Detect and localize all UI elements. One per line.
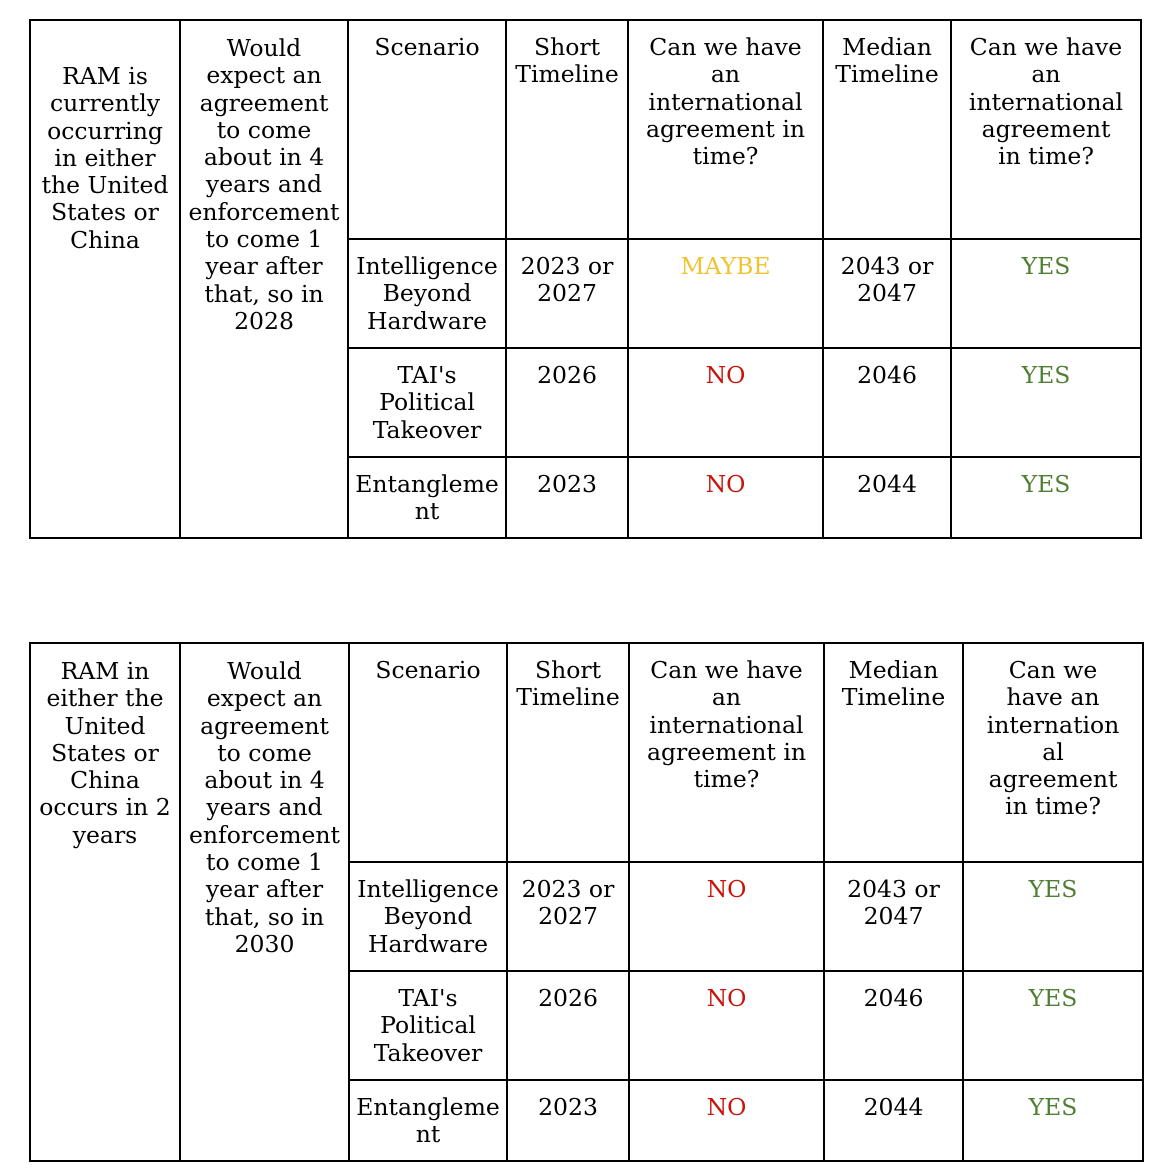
short-answer: NO <box>629 862 824 971</box>
header-short-question: Can we have an international agreement in time? <box>628 20 823 239</box>
condition-cell <box>30 643 180 1161</box>
scenario-name: TAI's Political Takeover <box>349 971 507 1080</box>
short-answer: NO <box>628 348 823 457</box>
header-scenario: Scenario <box>348 20 506 239</box>
header-short-timeline: Short Timeline <box>507 643 629 862</box>
short-timeline-value: 2023 <box>507 1080 629 1161</box>
scenario-name: TAI's Political Takeover <box>348 348 506 457</box>
median-answer: YES <box>963 1080 1143 1161</box>
median-timeline-value: 2043 or 2047 <box>823 239 951 348</box>
scenario-name: Intelligence Beyond Hardware <box>348 239 506 348</box>
median-answer: YES <box>951 348 1141 457</box>
scenario-table-two-years <box>29 642 1144 1162</box>
scenario-name: Entanglement <box>349 1080 507 1161</box>
median-answer: YES <box>951 239 1141 348</box>
scenario-table-current <box>29 19 1142 539</box>
short-answer: NO <box>628 457 823 538</box>
condition-text: RAM is currently occurring in either the United States or China <box>41 62 169 254</box>
header-scenario: Scenario <box>349 643 507 862</box>
header-short-question: Can we have an international agreement in time? <box>629 643 824 862</box>
median-timeline-value: 2044 <box>824 1080 963 1161</box>
short-timeline-value: 2023 <box>506 457 628 538</box>
header-median-timeline: Median Timeline <box>824 643 963 862</box>
short-timeline-value: 2026 <box>507 971 629 1080</box>
median-answer: YES <box>963 862 1143 971</box>
median-answer: YES <box>951 457 1141 538</box>
condition-cell <box>30 20 180 538</box>
short-answer: NO <box>629 971 824 1080</box>
header-median-timeline: Median Timeline <box>823 20 951 239</box>
expectation-cell <box>180 643 349 1161</box>
median-timeline-value: 2044 <box>823 457 951 538</box>
median-timeline-value: 2046 <box>823 348 951 457</box>
expectation-text: Would expect an agreement to come about in 4 years and enforcement to come 1 year after that, so in 2028 <box>188 34 340 335</box>
condition-text: RAM in either the United States or China occurs in 2 years <box>39 657 171 849</box>
header-short-timeline: Short Timeline <box>506 20 628 239</box>
short-answer: MAYBE <box>628 239 823 348</box>
median-answer: YES <box>963 971 1143 1080</box>
median-timeline-value: 2046 <box>824 971 963 1080</box>
scenario-name: Intelligence Beyond Hardware <box>349 862 507 971</box>
short-timeline-value: 2026 <box>506 348 628 457</box>
expectation-text: Would expect an agreement to come about in 4 years and enforcement to come 1 year after that, so in 2030 <box>189 657 340 958</box>
short-answer: NO <box>629 1080 824 1161</box>
header-median-question: Can we have an international agreement in time? <box>951 20 1141 239</box>
expectation-cell <box>180 20 348 538</box>
scenario-name: Entanglement <box>348 457 506 538</box>
median-timeline-value: 2043 or 2047 <box>824 862 963 971</box>
header-median-question: Can we have an international agreement in time? <box>963 643 1143 862</box>
short-timeline-value: 2023 or 2027 <box>506 239 628 348</box>
short-timeline-value: 2023 or 2027 <box>507 862 629 971</box>
